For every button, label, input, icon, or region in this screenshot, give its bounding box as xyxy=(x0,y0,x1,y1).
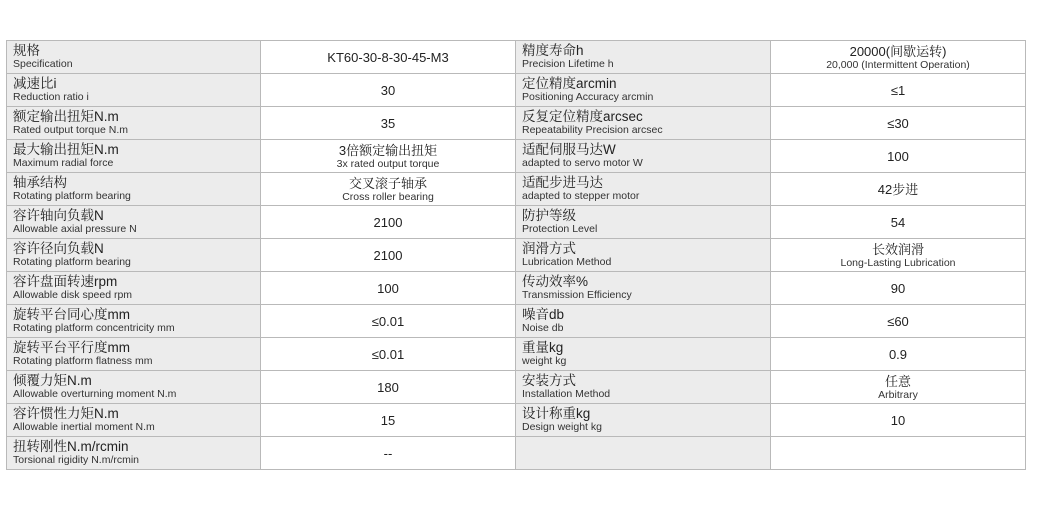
param-value-left: 35 xyxy=(380,115,396,131)
table-row xyxy=(7,404,1026,437)
param-label-left-en: Rated output torque N.m xyxy=(13,124,128,136)
param-value-left-en: 3x rated output torque xyxy=(336,157,440,170)
param-label-right-en: adapted to stepper motor xyxy=(522,190,640,202)
param-label-right-cell xyxy=(516,437,771,470)
param-value-right-cell xyxy=(771,371,1026,404)
param-label-right-zh: 润滑方式 xyxy=(522,241,576,256)
param-label-left-cell xyxy=(7,404,261,437)
table-row xyxy=(7,239,1026,272)
param-value-left: ≤0.01 xyxy=(371,313,405,329)
param-value-right-cell xyxy=(771,437,1026,470)
param-label-left-en: Allowable overturning moment N.m xyxy=(13,388,177,400)
table-row xyxy=(7,107,1026,140)
param-value-right-cell xyxy=(771,206,1026,239)
param-value-right-cell xyxy=(771,74,1026,107)
table-row xyxy=(7,173,1026,206)
param-label-left-zh: 减速比i xyxy=(13,76,57,91)
param-value-left-cell xyxy=(261,239,516,272)
param-value-right: 20000(间歇运转) xyxy=(849,43,947,59)
param-label-left-cell xyxy=(7,74,261,107)
param-label-left-en: Reduction ratio i xyxy=(13,91,89,103)
param-value-left-cell xyxy=(261,206,516,239)
param-value-left: 30 xyxy=(380,82,396,98)
param-value-left: KT60-30-8-30-45-M3 xyxy=(327,49,449,65)
param-label-right-cell xyxy=(516,173,771,206)
param-label-right-zh: 设计称重kg xyxy=(522,406,591,421)
param-label-right-zh: 定位精度arcmin xyxy=(522,76,617,91)
param-value-left-cell xyxy=(261,338,516,371)
param-value-left-cell xyxy=(261,41,516,74)
param-label-left-cell xyxy=(7,437,261,470)
param-value-left-cell xyxy=(261,371,516,404)
param-label-left-cell xyxy=(7,239,261,272)
param-label-left-zh: 规格 xyxy=(13,43,40,58)
param-label-right-en: Precision Lifetime h xyxy=(522,58,614,70)
table-row xyxy=(7,437,1026,470)
param-label-left-zh: 旋转平台同心度mm xyxy=(13,307,130,322)
param-value-left-cell xyxy=(261,74,516,107)
param-label-left-zh: 扭转刚性N.m/rcmin xyxy=(13,439,129,454)
param-value-right: 任意 xyxy=(884,373,911,389)
param-value-right: ≤30 xyxy=(887,115,909,131)
param-value-left: 15 xyxy=(380,412,396,428)
table-row xyxy=(7,272,1026,305)
specification-table xyxy=(6,40,1026,470)
table-row xyxy=(7,206,1026,239)
param-value-right-en: 20,000 (Intermittent Operation) xyxy=(826,58,970,71)
param-value-right-cell xyxy=(771,140,1026,173)
param-value-left: ≤0.01 xyxy=(371,346,405,362)
param-label-left-cell xyxy=(7,206,261,239)
param-value-left-cell xyxy=(261,305,516,338)
param-label-right-zh: 适配步进马达 xyxy=(522,175,603,190)
param-label-right-en: Design weight kg xyxy=(522,421,602,433)
param-label-right-en: Repeatability Precision arcsec xyxy=(522,124,663,136)
param-value-right-cell xyxy=(771,338,1026,371)
param-label-left-zh: 最大输出扭矩N.m xyxy=(13,142,119,157)
param-value-left-cell xyxy=(261,437,516,470)
param-label-right-zh: 噪音db xyxy=(522,307,565,322)
param-label-right-cell xyxy=(516,305,771,338)
param-label-left-zh: 容许轴向负载N xyxy=(13,208,104,223)
param-value-left-en: Cross roller bearing xyxy=(342,190,434,203)
param-value-right-en: Long-Lasting Lubrication xyxy=(840,256,956,269)
param-value-right: 54 xyxy=(890,214,906,230)
param-label-right-en: Transmission Efficiency xyxy=(522,289,632,301)
param-label-right-cell xyxy=(516,272,771,305)
param-label-right-zh: 传动效率% xyxy=(522,274,589,289)
param-value-right-cell xyxy=(771,305,1026,338)
param-label-right-zh: 防护等级 xyxy=(522,208,576,223)
param-label-right-cell xyxy=(516,371,771,404)
param-label-right-en: Lubrication Method xyxy=(522,256,612,268)
param-value-left: -- xyxy=(383,445,393,461)
param-label-left-cell xyxy=(7,305,261,338)
param-label-left-en: Allowable inertial moment N.m xyxy=(13,421,155,433)
param-label-left-zh: 额定输出扭矩N.m xyxy=(13,109,119,124)
param-value-right-cell xyxy=(771,41,1026,74)
param-label-right-cell xyxy=(516,74,771,107)
param-value-right: 100 xyxy=(887,148,909,164)
param-value-right-cell xyxy=(771,239,1026,272)
param-value-left: 100 xyxy=(377,280,399,296)
param-label-left-en: Rotating platform bearing xyxy=(13,256,131,268)
param-value-left: 交叉滚子轴承 xyxy=(348,175,427,191)
param-value-left-cell xyxy=(261,404,516,437)
param-value-left-cell xyxy=(261,173,516,206)
param-value-left-cell xyxy=(261,107,516,140)
param-value-left-cell xyxy=(261,272,516,305)
param-label-left-cell xyxy=(7,338,261,371)
param-label-right-zh: 适配伺服马达W xyxy=(522,142,616,157)
param-label-right-zh: 反复定位精度arcsec xyxy=(522,109,643,124)
param-label-right-zh: 安装方式 xyxy=(522,373,576,388)
param-label-left-en: Allowable disk speed rpm xyxy=(13,289,133,301)
param-value-left: 2100 xyxy=(373,247,403,263)
param-label-left-en: Maximum radial force xyxy=(13,157,114,169)
param-label-right-en: adapted to servo motor W xyxy=(522,157,643,169)
param-label-left-cell xyxy=(7,107,261,140)
param-label-left-en: Torsional rigidity N.m/rcmin xyxy=(13,454,140,466)
param-value-left: 2100 xyxy=(373,214,403,230)
param-label-left-zh: 容许惯性力矩N.m xyxy=(13,406,119,421)
param-label-right-en: Noise db xyxy=(522,322,564,334)
param-label-left-cell xyxy=(7,173,261,206)
table-row xyxy=(7,305,1026,338)
param-label-left-cell xyxy=(7,140,261,173)
param-label-left-en: Rotating platform concentricity mm xyxy=(13,322,175,334)
param-label-left-en: Rotating platform flatness mm xyxy=(13,355,153,367)
param-label-right-cell xyxy=(516,404,771,437)
param-label-left-zh: 容许盘面转速rpm xyxy=(13,274,118,289)
param-label-left-cell xyxy=(7,371,261,404)
param-label-right-cell xyxy=(516,338,771,371)
param-value-right-cell xyxy=(771,272,1026,305)
param-label-right-cell xyxy=(516,206,771,239)
param-label-left-en: Rotating platform bearing xyxy=(13,190,131,202)
param-value-right: 90 xyxy=(890,280,906,296)
param-label-right-en: weight kg xyxy=(522,355,567,367)
table-row xyxy=(7,140,1026,173)
param-value-left: 180 xyxy=(377,379,399,395)
param-label-left-cell xyxy=(7,272,261,305)
param-label-left-cell xyxy=(7,41,261,74)
param-label-left-zh: 旋转平台平行度mm xyxy=(13,340,130,355)
param-value-right-en: Arbitrary xyxy=(878,388,918,401)
param-label-left-zh: 轴承结构 xyxy=(13,175,67,190)
param-label-right-en: Installation Method xyxy=(522,388,611,400)
param-label-right-cell xyxy=(516,140,771,173)
param-label-left-zh: 倾覆力矩N.m xyxy=(13,373,92,388)
param-value-right-cell xyxy=(771,173,1026,206)
specification-table-body xyxy=(7,41,1026,470)
param-value-right: 长效润滑 xyxy=(871,241,924,257)
param-label-right-en: Protection Level xyxy=(522,223,598,235)
table-row xyxy=(7,338,1026,371)
table-row xyxy=(7,371,1026,404)
param-value-right: 42步进 xyxy=(877,181,919,197)
param-label-right-zh: 重量kg xyxy=(522,340,564,355)
param-label-right-cell xyxy=(516,107,771,140)
param-value-right: 0.9 xyxy=(888,346,908,362)
param-value-right-cell xyxy=(771,107,1026,140)
table-row xyxy=(7,41,1026,74)
param-label-left-zh: 容许径向负载N xyxy=(13,241,104,256)
param-value-left-cell xyxy=(261,140,516,173)
param-label-left-en: Specification xyxy=(13,58,73,70)
param-value-left: 3倍额定输出扭矩 xyxy=(338,142,438,158)
param-value-right: ≤1 xyxy=(890,82,906,98)
table-row xyxy=(7,74,1026,107)
param-value-right-cell xyxy=(771,404,1026,437)
param-label-left-en: Allowable axial pressure N xyxy=(13,223,137,235)
param-value-right: ≤60 xyxy=(887,313,909,329)
param-label-right-cell xyxy=(516,41,771,74)
param-label-right-cell xyxy=(516,239,771,272)
param-label-right-en: Positioning Accuracy arcmin xyxy=(522,91,654,103)
param-value-right: 10 xyxy=(890,412,906,428)
param-label-right-zh: 精度寿命h xyxy=(522,43,584,58)
